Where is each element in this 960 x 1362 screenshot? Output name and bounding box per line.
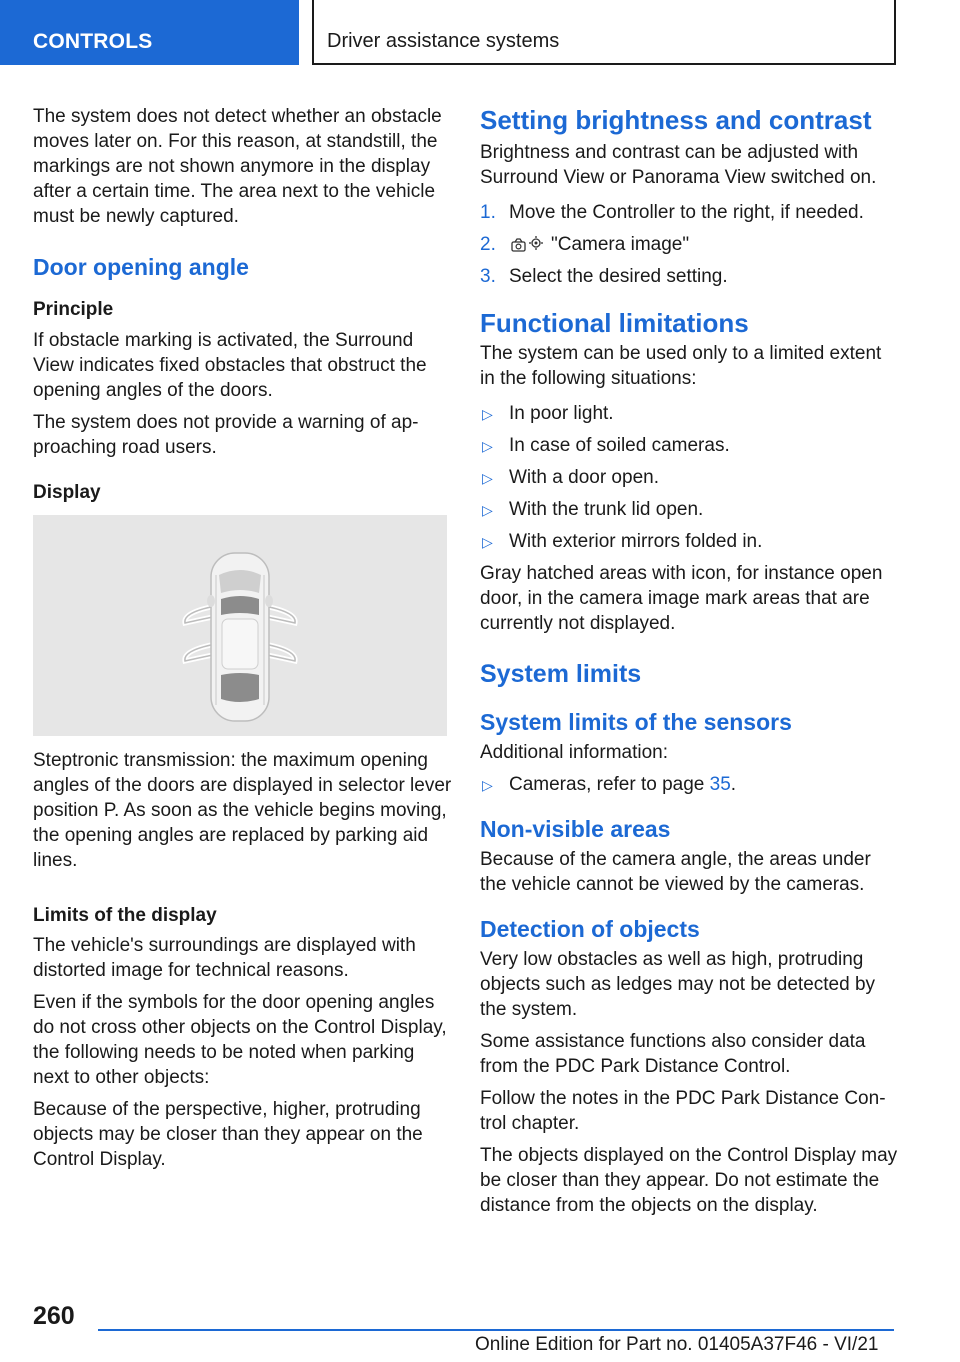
heading-detection-of-objects: Detection of objects bbox=[480, 916, 700, 942]
step-number: 1. bbox=[480, 202, 496, 223]
principle-paragraph-1: If obstacle marking is activated, the Surround View indicates fixed obstacles that obstruct the opening angles of the doors. bbox=[33, 330, 427, 401]
bullet-item: ▷ In case of soiled cameras. bbox=[480, 433, 898, 458]
heading-limits-of-display: Limits of the display bbox=[33, 905, 217, 926]
limits-paragraph-2: Even if the symbols for the door opening angles do not cross other objects on the Control Display, the following needs to be noted when parking next to other objects: bbox=[33, 992, 447, 1088]
chapter-title: Driver assistance systems bbox=[327, 30, 560, 52]
car-body bbox=[207, 553, 273, 721]
display-paragraph: Steptronic transmission: the maximum opening angles of the doors are displayed in selector lever position P. As soon as the vehicle begins moving, the opening angles are replaced by parking aid lines. bbox=[33, 750, 452, 871]
heading-non-visible-areas: Non-visible areas bbox=[480, 816, 671, 842]
page-number: 260 bbox=[33, 1302, 75, 1330]
detection-paragraph-3: Follow the notes in the PDC Park Distance Control chapter. bbox=[480, 1088, 886, 1134]
bullet-item: ▷ In poor light. bbox=[480, 401, 898, 426]
bullet-item: ▷ With the trunk lid open. bbox=[480, 497, 898, 522]
step-text: Move the Controller to the right, if needed. bbox=[509, 202, 864, 223]
heading-functional-limitations: Functional limitations bbox=[480, 308, 749, 338]
heading-system-limits: System limits bbox=[480, 660, 642, 688]
step-item-3 bbox=[480, 264, 898, 289]
edition-info: Online Edition for Part no. 01405A37F46 - VI/21 bbox=[475, 1334, 879, 1355]
bullet-item: ▷ Cameras, refer to page 35. bbox=[480, 772, 898, 797]
bullet-item: ▷ With a door open. bbox=[480, 465, 898, 490]
additional-info-paragraph: Additional information: bbox=[480, 742, 668, 763]
step-item-1 bbox=[480, 200, 898, 225]
triangle-right-icon: ▷ bbox=[482, 406, 493, 422]
left-column bbox=[33, 104, 453, 1179]
triangle-right-icon: ▷ bbox=[482, 438, 493, 454]
step-text: Select the desired setting. bbox=[509, 266, 728, 287]
step-number: 2. bbox=[480, 234, 496, 255]
triangle-right-icon: ▷ bbox=[482, 534, 493, 550]
heading-principle: Principle bbox=[33, 299, 114, 320]
intro-paragraph: The system does not detect whether an obstacle moves later on. For this reason, at standstill, the markings are not shown anymore in the display after a certain time. The area next to the vehicle must be newly captured. bbox=[33, 106, 442, 227]
triangle-right-icon: ▷ bbox=[482, 502, 493, 518]
limits-paragraph-1: The vehicle's surroundings are displayed with distorted image for technical reasons. bbox=[33, 935, 416, 981]
heading-sensor-limits: System limits of the sensors bbox=[480, 709, 792, 735]
car-top-view-illustration bbox=[33, 515, 447, 736]
detection-paragraph-1: Very low obstacles as well as high, protruding objects such as ledges may not be detected by the system. bbox=[480, 949, 876, 1020]
detection-paragraph-2: Some assistance functions also consider data from the PDC Park Distance Control. bbox=[480, 1031, 866, 1077]
bullet-item: ▷ With exterior mirrors folded in. bbox=[480, 529, 898, 554]
step-item-2 bbox=[480, 232, 898, 257]
camera-settings-icon bbox=[509, 234, 545, 256]
page-reference-link[interactable]: 35 bbox=[709, 774, 731, 795]
triangle-right-icon: ▷ bbox=[482, 777, 493, 793]
section-tab bbox=[0, 0, 299, 65]
functional-paragraph: The system can be used only to a limited extent in the following situations: bbox=[480, 343, 882, 389]
right-column bbox=[480, 104, 898, 1225]
chapter-tab bbox=[312, 0, 896, 65]
non-visible-paragraph: Because of the camera angle, the areas under the vehicle cannot be viewed by the cameras. bbox=[480, 849, 871, 895]
footer-divider bbox=[98, 1329, 894, 1331]
heading-door-opening-angle: Door opening angle bbox=[33, 254, 249, 280]
section-title: CONTROLS bbox=[33, 30, 153, 53]
limits-paragraph-3: Because of the perspective, higher, protruding objects may be closer than they appear on the Control Display. bbox=[33, 1099, 423, 1170]
gray-areas-paragraph: Gray hatched areas with icon, for instance open door, in the camera image mark areas that are currently not displayed. bbox=[480, 563, 883, 634]
triangle-right-icon: ▷ bbox=[482, 470, 493, 486]
heading-brightness-contrast: Setting brightness and contrast bbox=[480, 105, 872, 135]
principle-paragraph-2: The system does not provide a warning of approaching road users. bbox=[33, 412, 419, 458]
detection-paragraph-4: The objects displayed on the Control Display may be closer than they appear. Do not estimate the distance from the objects on the display. bbox=[480, 1145, 898, 1216]
door-opening-angle-figure bbox=[33, 515, 447, 736]
step-text: "Camera image" bbox=[551, 234, 690, 255]
brightness-paragraph: Brightness and contrast can be adjusted with Surround View or Panorama View switched on. bbox=[480, 142, 877, 188]
heading-display: Display bbox=[33, 482, 101, 503]
step-number: 3. bbox=[480, 266, 496, 287]
